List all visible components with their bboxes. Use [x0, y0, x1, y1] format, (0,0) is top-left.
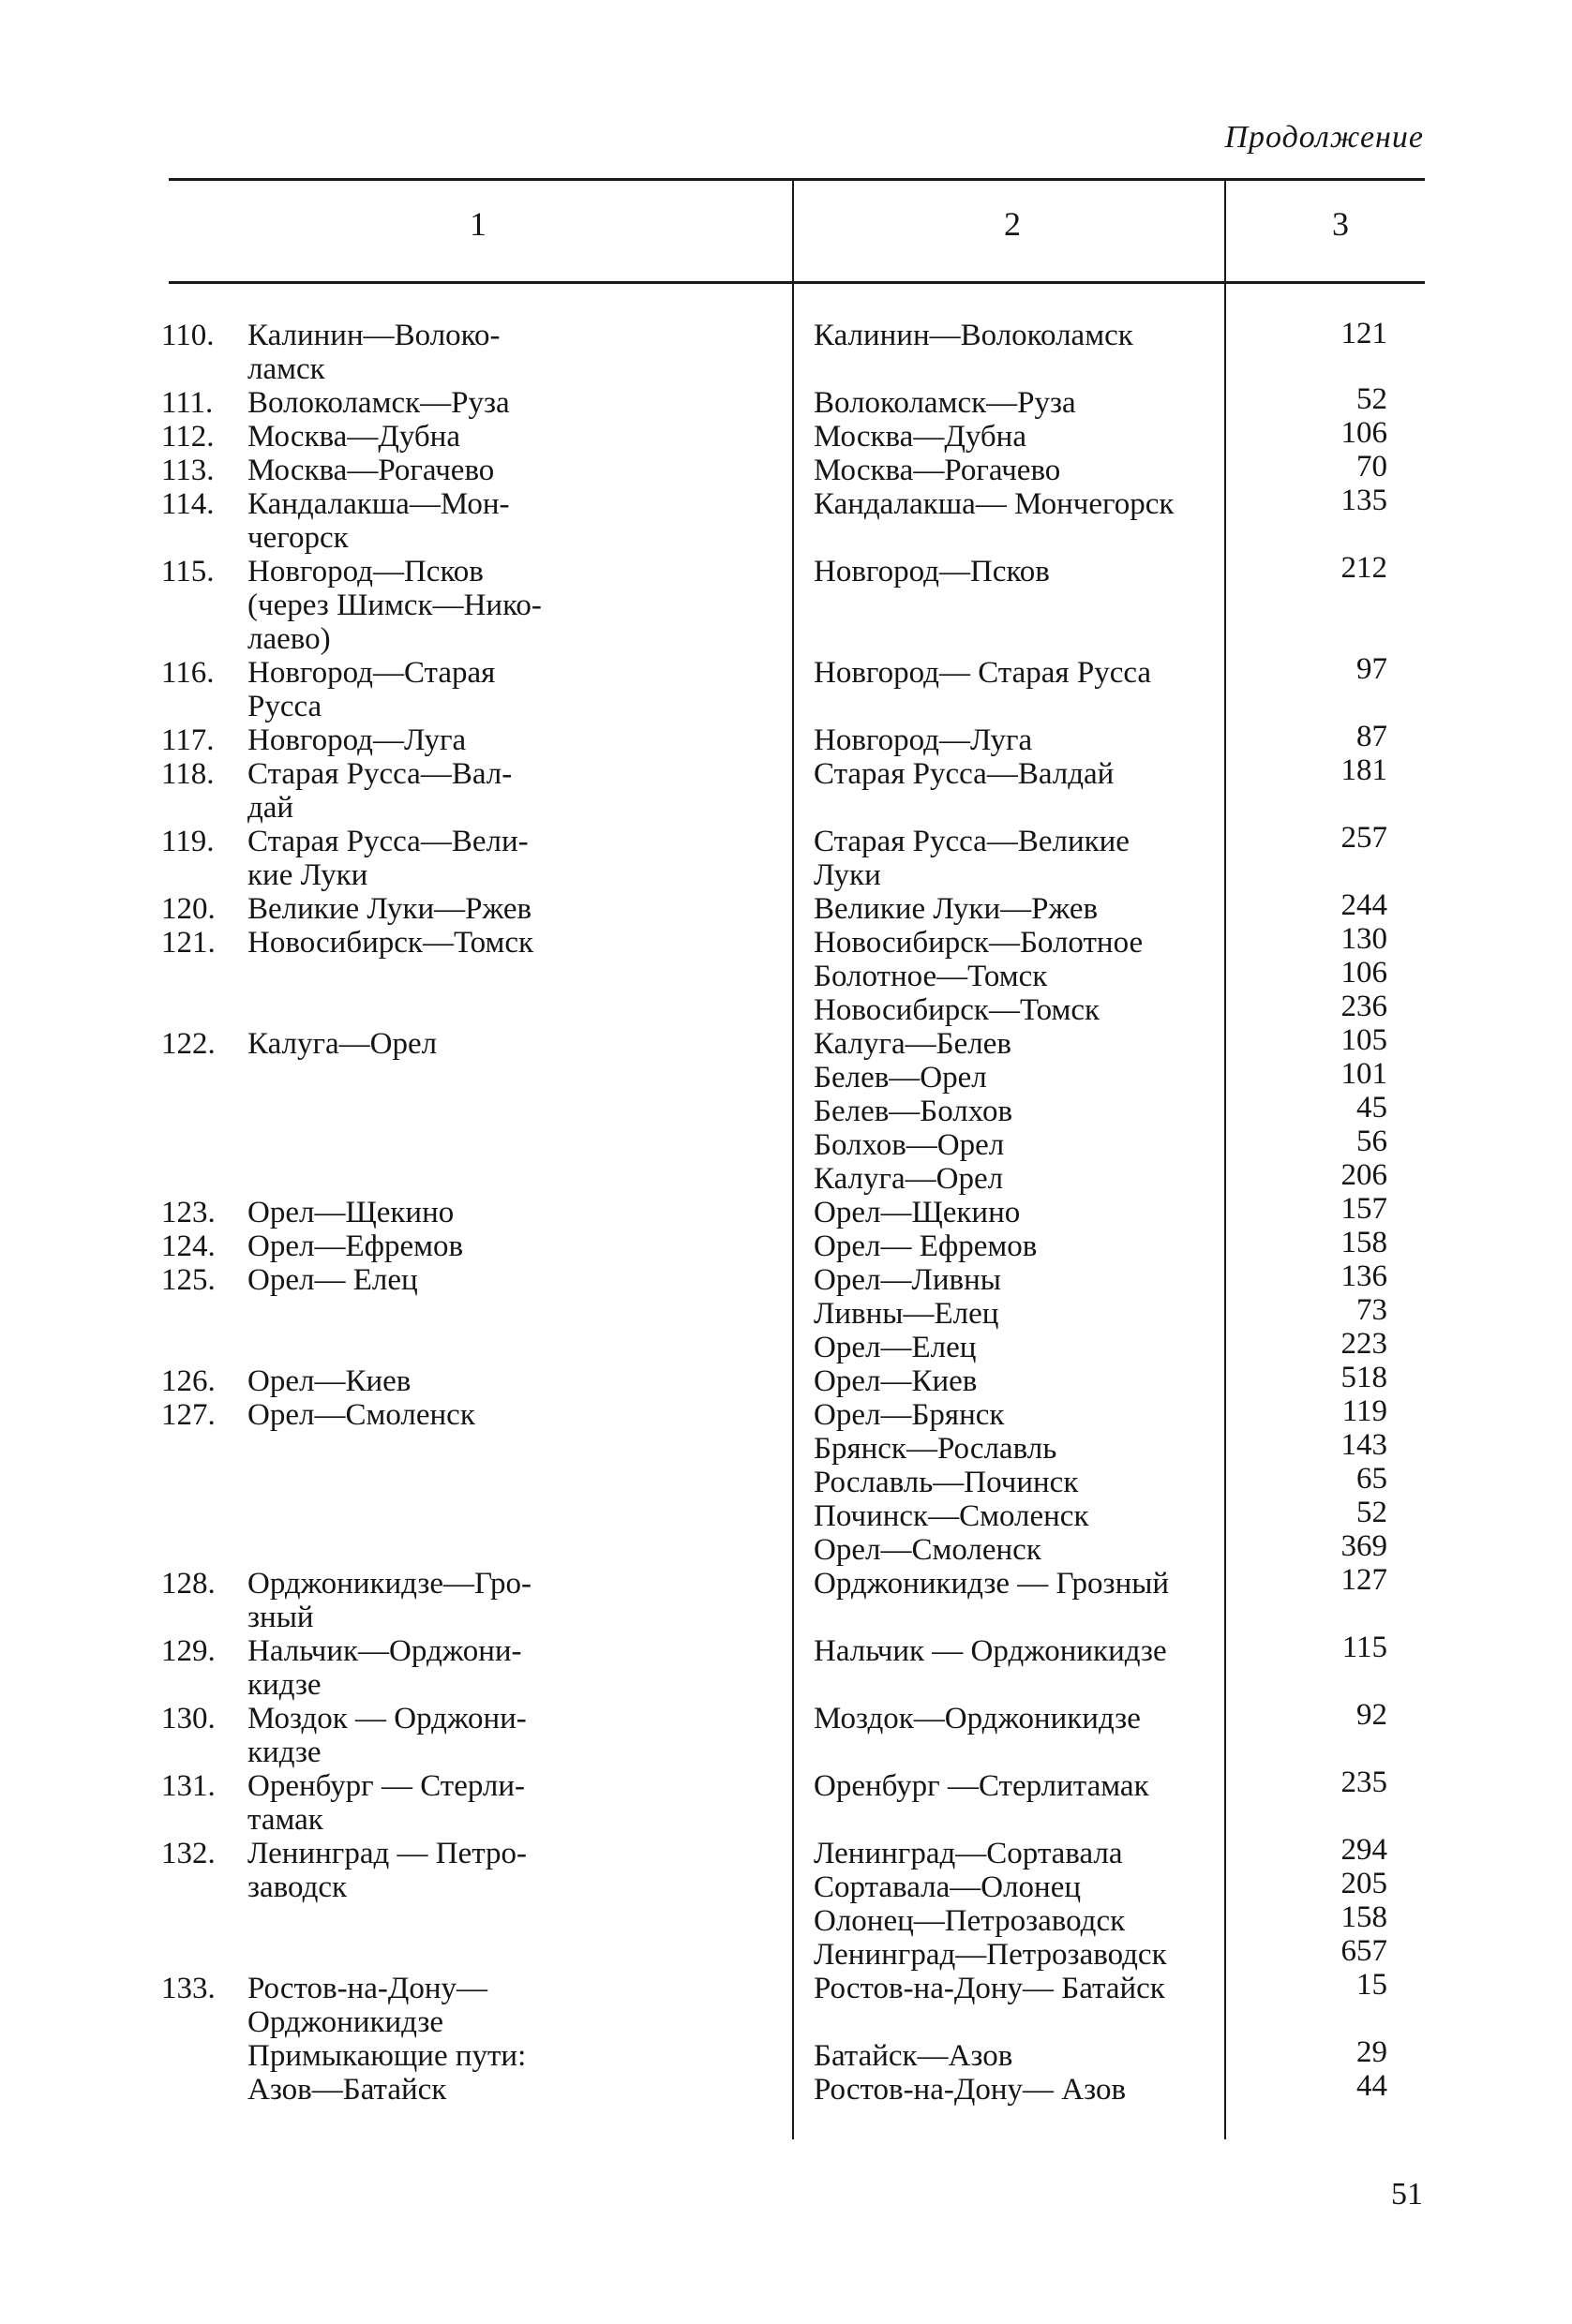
segment-name: Орел—Щекино	[814, 1196, 1021, 1229]
route-line	[161, 1972, 487, 2005]
segment-name: Старая Русса—Великие	[814, 825, 1130, 858]
row-number: 126.	[161, 1364, 216, 1398]
row-number: 112.	[161, 420, 215, 454]
segment-name: Калуга—Орел	[814, 1162, 1004, 1196]
segment-name: Орел—Брянск	[814, 1398, 1005, 1432]
row-number: 121.	[161, 926, 216, 960]
distance-km: 212	[1340, 551, 1387, 585]
segment-name: Нальчик — Орджоникидзе	[814, 1634, 1167, 1668]
segment-name: Моздок—Орджоникидзе	[814, 1702, 1141, 1736]
distance-km: 236	[1340, 990, 1387, 1023]
route-name: Москва—Дубна	[247, 420, 460, 454]
route-line	[161, 386, 510, 420]
route-name: Старая Русса—Вал-	[247, 757, 513, 791]
segment-name: Сортавала—Олонец	[814, 1870, 1082, 1904]
distance-km: 127	[1340, 1563, 1387, 1597]
route-line	[161, 1567, 531, 1601]
route-name: Великие Луки—Ржев	[247, 892, 532, 926]
route-line: кидзе	[247, 1668, 322, 1702]
segment-name: Рославль—Починск	[814, 1466, 1079, 1499]
segment-name: Батайск—Азов	[814, 2039, 1013, 2073]
route-line	[161, 487, 510, 521]
distance-km: 257	[1340, 821, 1387, 855]
distance-km: 97	[1356, 652, 1387, 686]
column-header-3: 3	[1332, 205, 1349, 243]
row-number: 125.	[161, 1263, 216, 1297]
route-name: Нальчик—Орджони-	[247, 1634, 522, 1668]
route-line	[161, 1702, 527, 1736]
route-name: Калуга—Орел	[247, 1027, 438, 1061]
route-line: Примыкающие пути:	[247, 2039, 527, 2073]
route-name: Новгород—Старая	[247, 656, 496, 690]
distance-km: 294	[1340, 1833, 1387, 1867]
row-number: 117.	[161, 723, 215, 757]
distance-km: 45	[1356, 1091, 1387, 1125]
route-name: Оренбург — Стерли-	[247, 1769, 526, 1803]
route-line: Азов—Батайск	[247, 2073, 447, 2107]
route-name: Москва—Рогачево	[247, 454, 495, 487]
segment-name: Волоколамск—Руза	[814, 386, 1076, 420]
distance-km: 158	[1340, 1900, 1387, 1934]
row-number: 113.	[161, 454, 215, 487]
distance-km: 56	[1356, 1125, 1387, 1158]
route-line	[161, 1837, 527, 1870]
row-number: 133.	[161, 1972, 216, 2005]
segment-name: Белев—Болхов	[814, 1095, 1013, 1128]
distance-km: 15	[1356, 1968, 1387, 2002]
row-number: 119.	[161, 825, 215, 858]
row-number: 114.	[161, 487, 215, 521]
route-name: Орел—Смоленск	[247, 1398, 475, 1432]
segment-name: Орел— Ефремов	[814, 1229, 1038, 1263]
column-divider-1-2	[792, 181, 794, 2139]
route-name: Орджоникидзе—Гро-	[247, 1567, 532, 1601]
route-name: Старая Русса—Вели-	[247, 825, 529, 858]
route-line	[161, 1263, 418, 1297]
route-name: Орел— Елец	[247, 1263, 418, 1297]
segment-name: Орел—Киев	[814, 1364, 978, 1398]
segment-name: Москва—Рогачево	[814, 454, 1061, 487]
segment-name: Калинин—Волоколамск	[814, 319, 1133, 352]
distance-km: 29	[1356, 2035, 1387, 2069]
route-name: Ленинград — Петро-	[247, 1837, 528, 1870]
page-number: 51	[1391, 2177, 1423, 2212]
distance-km: 157	[1340, 1192, 1387, 1226]
distance-km: 205	[1340, 1867, 1387, 1900]
route-name: Новосибирск—Томск	[247, 926, 534, 960]
distance-km: 158	[1340, 1226, 1387, 1259]
distance-km: 52	[1356, 1496, 1387, 1529]
distance-km: 52	[1356, 382, 1387, 416]
distance-km: 369	[1340, 1529, 1387, 1563]
route-line	[161, 723, 466, 757]
route-name: Ростов-на-Дону—	[247, 1972, 488, 2005]
route-name: Моздок — Орджони-	[247, 1702, 527, 1736]
continuation-label: Продолжение	[1224, 120, 1424, 155]
header-bottom-rule	[169, 281, 1425, 284]
segment-name: Орджоникидзе — Грозный	[814, 1567, 1170, 1601]
segment-name: Починск—Смоленск	[814, 1499, 1089, 1533]
route-line: чегорск	[247, 521, 349, 555]
segment-name: Ростов-на-Дону— Батайск	[814, 1972, 1165, 2005]
segment-name: Новгород— Старая Русса	[814, 656, 1152, 690]
route-line: Орджоникидзе	[247, 2005, 444, 2039]
distance-km: 206	[1340, 1158, 1387, 1192]
route-line: кидзе	[247, 1736, 322, 1769]
route-line	[161, 1398, 475, 1432]
distance-km: 130	[1340, 922, 1387, 956]
route-line	[161, 757, 512, 791]
column-header-2: 2	[1004, 205, 1021, 243]
segment-name: Орел—Елец	[814, 1331, 977, 1364]
row-number: 124.	[161, 1229, 216, 1263]
distance-km: 65	[1356, 1462, 1387, 1496]
row-number: 123.	[161, 1196, 216, 1229]
route-line	[161, 656, 495, 690]
table-top-rule	[169, 178, 1425, 181]
route-line	[161, 1769, 525, 1803]
segment-name: Новгород—Луга	[814, 723, 1033, 757]
row-number: 120.	[161, 892, 216, 926]
segment-name: Луки	[814, 858, 881, 892]
segment-name: Кандалакша— Мончегорск	[814, 487, 1175, 521]
segment-name: Ливны—Елец	[814, 1297, 999, 1331]
segment-name: Оренбург —Стерлитамак	[814, 1769, 1149, 1803]
distance-km: 223	[1340, 1327, 1387, 1361]
distance-km: 115	[1341, 1631, 1387, 1664]
row-number: 129.	[161, 1634, 216, 1668]
segment-name: Болхов—Орел	[814, 1128, 1005, 1162]
route-line	[161, 1027, 437, 1061]
distance-km: 87	[1356, 720, 1387, 753]
segment-name: Калуга—Белев	[814, 1027, 1011, 1061]
row-number: 130.	[161, 1702, 216, 1736]
distance-km: 518	[1340, 1361, 1387, 1394]
row-number: 110.	[161, 319, 215, 352]
route-line	[161, 1229, 463, 1263]
segment-name: Болотное—Томск	[814, 960, 1048, 993]
distance-km: 70	[1356, 450, 1387, 484]
segment-name: Белев—Орел	[814, 1061, 987, 1095]
route-line	[161, 926, 533, 960]
route-line	[161, 1196, 454, 1229]
segment-name: Ленинград—Петрозаводск	[814, 1938, 1167, 1972]
distance-km: 244	[1340, 888, 1387, 922]
row-number: 122.	[161, 1027, 216, 1061]
row-number: 116.	[161, 656, 215, 690]
route-line	[161, 1634, 522, 1668]
route-name: Калинин—Волоко-	[247, 319, 501, 352]
route-line	[161, 555, 484, 588]
segment-name: Старая Русса—Валдай	[814, 757, 1115, 791]
route-line	[161, 420, 460, 454]
route-line: Русса	[247, 690, 322, 723]
route-line: лаево)	[247, 622, 331, 656]
route-name: Орел—Ефремов	[247, 1229, 464, 1263]
route-name: Новгород—Луга	[247, 723, 467, 757]
route-line	[161, 892, 531, 926]
segment-name: Олонец—Петрозаводск	[814, 1904, 1126, 1938]
distance-km: 92	[1356, 1698, 1387, 1732]
distance-km: 121	[1340, 317, 1387, 350]
route-line: кие Луки	[247, 858, 368, 892]
row-number: 131.	[161, 1769, 216, 1803]
segment-name: Орел—Ливны	[814, 1263, 1001, 1297]
route-line: заводск	[247, 1870, 348, 1904]
column-divider-2-3	[1224, 181, 1226, 2139]
segment-name: Ростов-на-Дону— Азов	[814, 2073, 1127, 2107]
row-number: 118.	[161, 757, 215, 791]
column-header-1: 1	[470, 205, 487, 243]
distance-km: 73	[1356, 1293, 1387, 1327]
distance-km: 119	[1341, 1394, 1387, 1428]
segment-name: Новгород—Псков	[814, 555, 1050, 588]
segment-name: Ленинград—Сортавала	[814, 1837, 1123, 1870]
segment-name: Великие Луки—Ржев	[814, 892, 1099, 926]
route-line	[161, 825, 529, 858]
distance-km: 181	[1340, 753, 1387, 787]
route-line	[161, 454, 494, 487]
route-line	[161, 319, 501, 352]
distance-km: 106	[1340, 416, 1387, 450]
segment-name: Орел—Смоленск	[814, 1533, 1041, 1567]
distance-km: 135	[1340, 484, 1387, 517]
route-name: Орел—Киев	[247, 1364, 412, 1398]
distance-km: 235	[1340, 1765, 1387, 1799]
row-number: 115.	[161, 555, 215, 588]
route-line: (через Шимск—Нико-	[247, 588, 542, 622]
segment-name: Новосибирск—Томск	[814, 993, 1100, 1027]
route-name: Кандалакша—Мон-	[247, 487, 510, 521]
route-name: Новгород—Псков	[247, 555, 484, 588]
distance-km: 101	[1340, 1057, 1387, 1091]
route-line: зный	[247, 1601, 314, 1634]
route-line	[161, 1364, 411, 1398]
row-number: 111.	[161, 386, 214, 420]
route-line: ламск	[247, 352, 325, 386]
distance-km: 657	[1340, 1934, 1387, 1968]
distance-km: 105	[1340, 1023, 1387, 1057]
row-number: 127.	[161, 1398, 216, 1432]
row-number: 128.	[161, 1567, 216, 1601]
route-name: Волоколамск—Руза	[247, 386, 510, 420]
distance-km: 106	[1340, 956, 1387, 990]
distance-km: 136	[1340, 1259, 1387, 1293]
segment-name: Москва—Дубна	[814, 420, 1026, 454]
segment-name: Новосибирск—Болотное	[814, 926, 1144, 960]
distance-km: 143	[1340, 1428, 1387, 1462]
segment-name: Брянск—Рославль	[814, 1432, 1057, 1466]
distance-km: 44	[1356, 2069, 1387, 2103]
route-line: тамак	[247, 1803, 323, 1837]
row-number: 132.	[161, 1837, 216, 1870]
route-name: Орел—Щекино	[247, 1196, 455, 1229]
route-line: дай	[247, 791, 294, 825]
